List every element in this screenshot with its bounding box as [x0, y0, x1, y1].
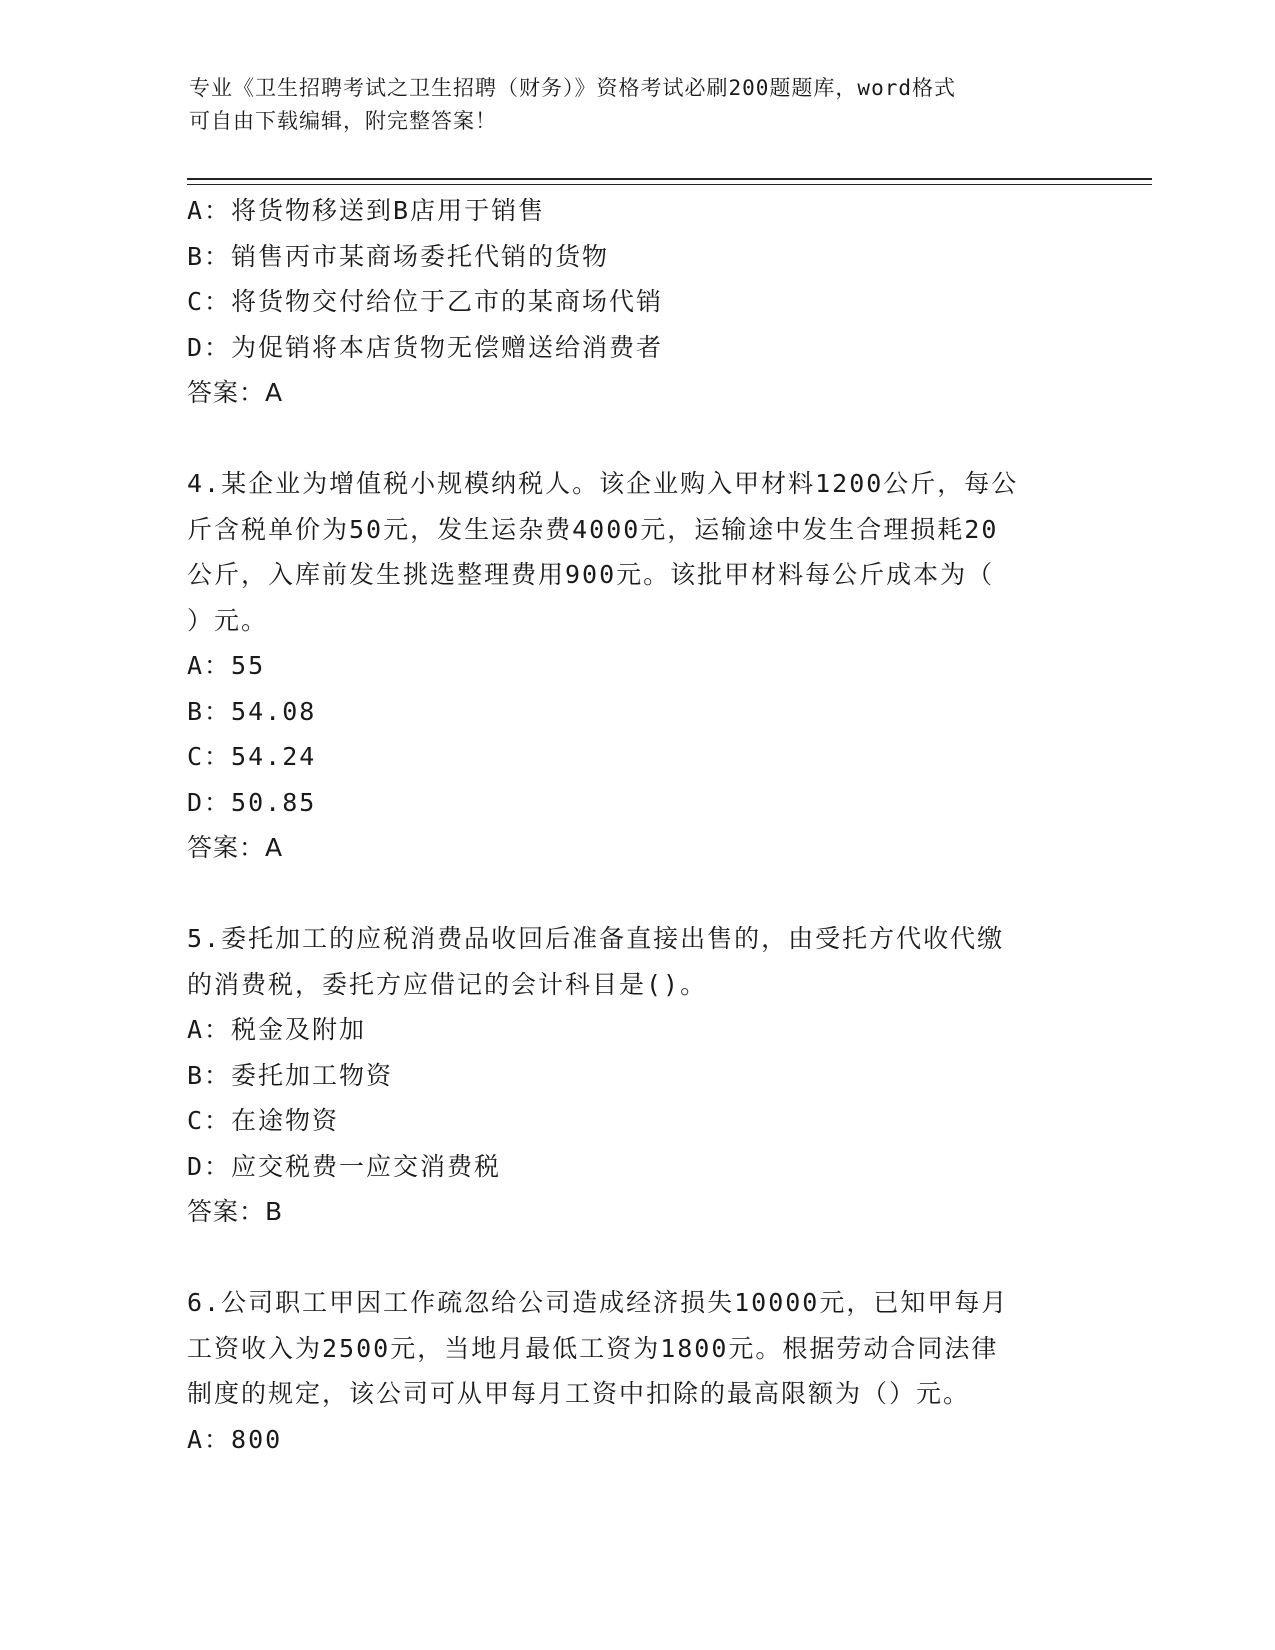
question-stem-line: 4.某企业为增值税小规模纳税人。该企业购入甲材料1200公斤，每公: [187, 469, 1019, 498]
answer-line: 答案：A: [187, 833, 284, 862]
option-b: B：54.08: [187, 696, 317, 726]
question-list: [187, 188, 1087, 1462]
question-3: [187, 188, 1087, 416]
option-c: C：将货物交付给位于乙市的某商场代销: [187, 287, 664, 316]
answer-line: 答案：B: [187, 1197, 284, 1226]
spacer: [187, 871, 1087, 917]
header-title-line-2: 可自由下载编辑，附完整答案！: [189, 109, 497, 133]
question-stem-line: 制度的规定，该公司可从甲每月工资中扣除的最高限额为（）元。: [187, 1379, 971, 1408]
question-stem-line: 6.公司职工甲因工作疏忽给公司造成经济损失10000元，已知甲每月: [187, 1288, 1009, 1317]
question-stem-line: 的消费税，委托方应借记的会计科目是()。: [187, 969, 708, 999]
question-stem-line: 5.委托加工的应税消费品收回后准备直接出售的，由受托方代收代缴: [187, 924, 1005, 953]
option-a: A：将货物移送到B店用于销售: [187, 196, 546, 225]
question-6: [187, 1280, 1087, 1462]
option-d: D：应交税费一应交消费税: [187, 1151, 502, 1181]
question-stem-line: 工资收入为2500元，当地月最低工资为1800元。根据劳动合同法律: [187, 1333, 999, 1363]
option-a: A：800: [187, 1424, 283, 1454]
document-header: [189, 72, 1069, 138]
header-divider-thick: [187, 178, 1152, 180]
option-a: A：55: [187, 651, 266, 680]
answer-line: 答案：A: [187, 378, 284, 407]
header-title-line-1: 专业《卫生招聘考试之卫生招聘（财务）》资格考试必刷200题题库，word格式: [189, 76, 956, 100]
spacer: [187, 1235, 1087, 1281]
header-divider-thin: [187, 184, 1152, 185]
option-b: B：销售丙市某商场委托代销的货物: [187, 241, 610, 271]
option-b: B：委托加工物资: [187, 1060, 394, 1090]
question-stem-line: 公斤，入库前发生挑选整理费用900元。该批甲材料每公斤成本为（: [187, 560, 995, 589]
option-c: C：54.24: [187, 742, 317, 771]
question-5: [187, 916, 1087, 1235]
question-stem-line: 斤含税单价为50元，发生运杂费4000元，运输途中发生合理损耗20: [187, 514, 999, 544]
option-a: A：税金及附加: [187, 1015, 367, 1044]
option-d: D：为促销将本店货物无偿赠送给消费者: [187, 332, 664, 362]
option-c: C：在途物资: [187, 1106, 340, 1135]
question-4: [187, 461, 1087, 871]
option-d: D：50.85: [187, 787, 317, 817]
spacer: [187, 416, 1087, 462]
question-stem-line: ）元。: [187, 605, 269, 635]
